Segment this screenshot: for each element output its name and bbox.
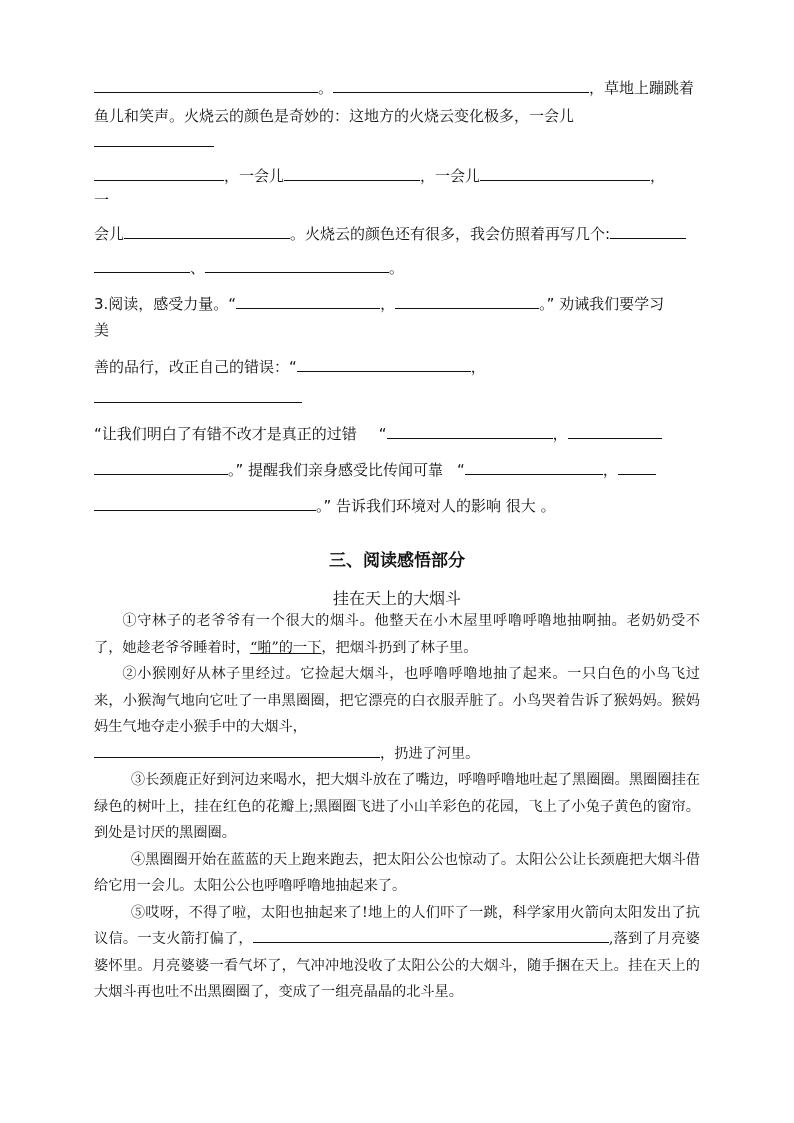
answer-blank[interactable] — [618, 460, 656, 475]
text: ，草地上蹦跳着 — [589, 79, 695, 97]
answer-blank[interactable] — [94, 743, 380, 758]
answer-blank[interactable] — [94, 132, 214, 147]
answer-blank[interactable] — [205, 258, 389, 273]
answer-blank[interactable] — [610, 224, 686, 239]
answer-blank[interactable] — [94, 258, 190, 273]
answer-blank[interactable] — [94, 496, 316, 511]
q3-line-2: 美 — [94, 321, 110, 339]
answer-blank[interactable] — [253, 928, 609, 943]
q2-line-5: 一 — [94, 191, 110, 209]
q2-line-6 — [94, 224, 686, 244]
story-paragraph-5: ⑤哎呀，不得了啦，太阳也抽起来了!地上的人们吓了一跳，科学家用火箭向太阳发出了抗议信。一支火箭打偏了， ,落到了月亮婆婆怀里。月亮婆婆一看气坏了，气冲冲地没收了太阳公公的大烟斗，随手捆在天上。挂在天上的大烟斗再也吐不出黑圈圈了，变成了一组亮晶晶的北斗星。 — [94, 904, 700, 1000]
text: ， — [470, 358, 486, 376]
text: 。” 劝诫我们要学习 — [539, 295, 665, 313]
answer-blank[interactable] — [94, 166, 224, 181]
q3-line-4 — [94, 388, 302, 408]
story-paragraph-4: ④黑圈圈开始在蓝蓝的天上跑来跑去，把太阳公公也惊动了。太阳公公让长颈鹿把大烟斗借给它用一会儿。太阳公公也呼噜呼噜地抽起来了。 — [94, 851, 700, 894]
q2-line-3 — [94, 132, 214, 152]
story-title: 挂在天上的大烟斗 — [332, 589, 461, 608]
answer-blank[interactable] — [94, 460, 228, 475]
story-paragraph-3: ③长颈鹿正好到河边来喝水，把大烟斗放在了嘴边，呼噜呼噜地吐起了黑圈圈。黑圈圈挂在绿色的树叶上，挂在红色的花瓣上;黑圈圈飞进了小山羊彩色的花园，飞上了小兔子黄色的窗帘。到处是讨厌的黑圈圈。 — [94, 772, 700, 841]
text: “ — [378, 425, 387, 443]
story-paragraph-1: ①守林子的老爷爷有一个很大的烟斗。他整天在小木屋里呼噜呼噜地抽啊抽。老奶奶受不了，她趁老爷爷睡着时，“啪”的一下，把烟斗扔到了林子里。 — [94, 613, 700, 656]
text: ， — [380, 295, 396, 313]
answer-blank[interactable] — [395, 294, 539, 309]
underlined-phrase: “啪”的一下 — [250, 639, 322, 656]
answer-blank[interactable] — [568, 424, 662, 439]
section-title: 三、阅读感悟部分 — [329, 551, 465, 571]
answer-blank[interactable] — [94, 388, 302, 403]
text: ，一会儿 — [224, 167, 285, 185]
q3-line-6 — [94, 460, 656, 480]
text: 3.阅读，感受力量。“ — [94, 295, 237, 313]
answer-blank[interactable] — [284, 166, 420, 181]
story-paragraph-2: ②小猴刚好从林子里经过。它捡起大烟斗，也呼噜呼噜地抽了起来。一只白色的小鸟飞过来，小猴淘气地向它吐了一串黑圈圈，把它漂亮的白衣服弄脏了。小鸟哭着告诉了猴妈妈。猴妈妈生气地夺走小猴手中的大烟斗， ，扔进了河里。 — [94, 666, 700, 762]
q2-line-2: 鱼儿和笑声。火烧云的颜色是奇妙的：这地方的火烧云变化极多，一会儿 — [94, 107, 575, 125]
answer-blank[interactable] — [333, 78, 589, 93]
text: ， — [552, 425, 568, 443]
text: “让我们明白了有错不改才是真正的过错 — [94, 425, 357, 443]
answer-blank[interactable] — [465, 460, 603, 475]
q2-line-7 — [94, 258, 404, 278]
q3-line-5 — [94, 424, 662, 444]
q3-line-3 — [94, 357, 486, 377]
q2-line-4 — [94, 166, 665, 186]
text: 会儿 — [94, 225, 125, 243]
answer-blank[interactable] — [387, 424, 553, 439]
text: ， — [602, 461, 618, 479]
text: 。” 告诉我们环境对人的影响 很大 。 — [316, 497, 556, 515]
q2-line-1 — [94, 78, 694, 98]
answer-blank[interactable] — [236, 294, 380, 309]
q3-line-1 — [94, 294, 664, 314]
text: 、 — [190, 259, 206, 277]
text: 善的品行，改正自己的错误：“ — [94, 358, 297, 376]
text: 。火烧云的颜色还有很多，我会仿照着再写几个: — [290, 225, 611, 243]
answer-blank[interactable] — [480, 166, 650, 181]
text: ， — [650, 167, 666, 185]
answer-blank[interactable] — [124, 224, 290, 239]
answer-blank[interactable] — [94, 78, 318, 93]
q3-line-7 — [94, 496, 556, 516]
answer-blank[interactable] — [297, 357, 471, 372]
story-body — [94, 608, 700, 1006]
text: “ — [457, 461, 465, 479]
text: 。 — [318, 79, 334, 97]
text: 。 — [389, 259, 405, 277]
text: 。” 提醒我们亲身感受比传闻可靠 — [228, 461, 444, 479]
text: ，一会儿 — [420, 167, 481, 185]
